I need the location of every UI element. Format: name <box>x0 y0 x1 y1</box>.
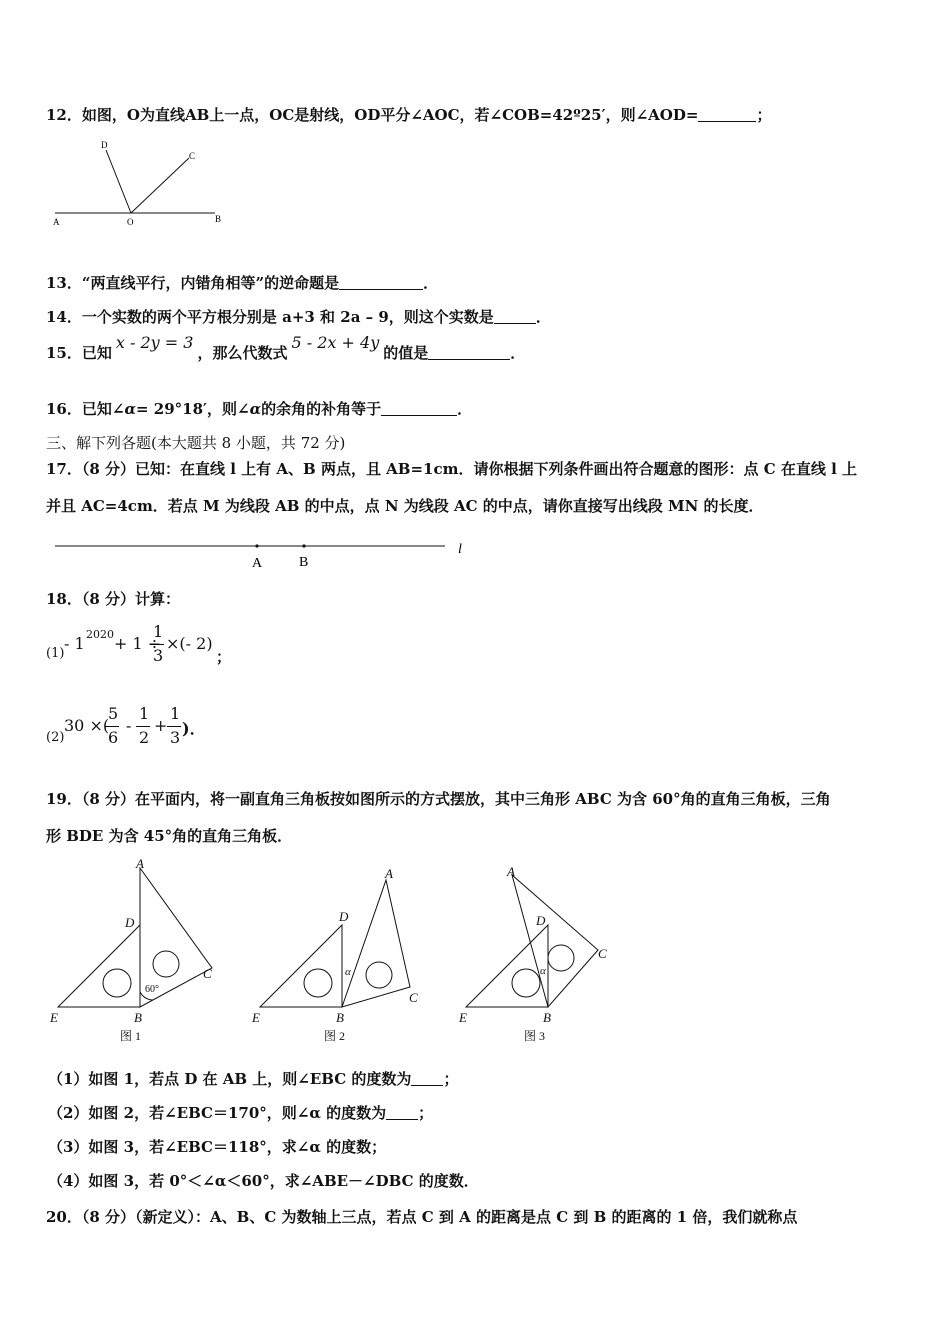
q18-p1-b: + 1 ÷ <box>114 634 162 653</box>
q15-prefix: 已知 <box>81 344 112 362</box>
q18-p2-f1-bar <box>105 726 119 727</box>
q19-fig3 <box>466 875 598 1007</box>
q18-p2-f3-bar <box>167 726 181 727</box>
q19-fig2 <box>260 880 410 1007</box>
q14-end: ． <box>535 308 551 326</box>
q12-label-b: B <box>215 214 222 224</box>
fig1-hole-2 <box>153 951 179 977</box>
question-13 <box>46 272 438 293</box>
q19-sub2-end: ； <box>418 1104 434 1122</box>
q18-p1-num: 1 <box>153 622 164 641</box>
q15-expression: 5 - 2x + 4y <box>291 333 380 352</box>
q18-p2-f1-den: 6 <box>108 728 119 747</box>
fig1-caption: 图 1 <box>120 1029 142 1043</box>
fig2-hole-1 <box>304 969 332 997</box>
fig2-caption: 图 2 <box>324 1029 346 1043</box>
q15-end: ． <box>510 344 526 362</box>
q15-middle: ，那么代数式 <box>197 344 288 362</box>
q12-label-c: C <box>189 151 196 161</box>
fig1-label-d: D <box>125 915 135 930</box>
q18-p1-exp: 2020 <box>86 628 114 641</box>
q16-text-b: = 29°18′，则∠ <box>136 400 250 418</box>
q12-label-a: A <box>53 217 60 227</box>
q12-answer-blank[interactable] <box>698 107 756 122</box>
q19-sub1-end: ； <box>443 1070 459 1088</box>
fig3-label-d: D <box>536 913 546 928</box>
q12-end: ； <box>756 106 772 124</box>
fig1-label-a: A <box>136 856 144 871</box>
q18-p2-f3-den: 3 <box>170 728 181 747</box>
q18-p2-a: 30 ×( <box>64 716 110 735</box>
fig1-label-b: B <box>134 1010 142 1025</box>
question-14 <box>46 306 551 327</box>
q18-p2-f2-den: 2 <box>139 728 150 747</box>
q17-label-b: B <box>299 555 309 570</box>
fig3-label-alpha: α <box>540 965 546 977</box>
fig3-label-a: A <box>507 864 515 879</box>
fig1-hole-1 <box>103 969 131 997</box>
q17-point-b <box>302 544 305 547</box>
q18-p1-a: - 1 <box>64 634 85 653</box>
fig3-label-e: E <box>459 1010 467 1025</box>
q18-title: 18．（8 分）计算： <box>46 590 181 608</box>
q12-label-d: D <box>101 140 108 150</box>
q12-body: 如图，O为直线AB上一点，OC是射线，OD平分∠AOC，若∠COB=42º25′，则∠AOD= <box>81 106 699 124</box>
q17-line-1: 17．（8 分）已知：在直线 l 上有 A、B 两点，且 AB=1cm．请你根据下列条件画出符合题意的图形：点 C 在直线 l 上 <box>46 460 858 478</box>
q16-alpha-1: α <box>124 400 136 418</box>
fig3-hole-2 <box>548 945 574 971</box>
q20-line-1: 20．（8 分）（新定义）：A、B、C 为数轴上三点，若点 C 到 A 的距离是点 C 到 B 的距离的 1 倍，我们就称点 <box>46 1208 798 1226</box>
q18-p2-f2-bar <box>136 726 150 727</box>
q18-p2-label: (2) <box>46 730 65 745</box>
q13-num: 13． <box>46 274 82 292</box>
question-12 <box>46 104 771 125</box>
q19-line-1: 19．（8 分）在平面内，将一副直角三角板按如图所示的方式摆放，其中三角形 ABC 为含 60°角的直角三角板，三角 <box>46 790 831 808</box>
fig3-label-b: B <box>543 1010 551 1025</box>
q19-sub-3: （3）如图 3，若∠EBC＝118°，求∠α 的度数； <box>48 1138 387 1156</box>
q16-text-a: 已知∠ <box>81 400 125 418</box>
q15-suffix: 的值是 <box>383 344 429 362</box>
q16-answer-blank[interactable] <box>381 401 457 416</box>
question-15 <box>46 333 526 363</box>
q18-p2-f1-num: 5 <box>108 704 119 723</box>
q17-point-a <box>255 544 258 547</box>
q18-p1-den: 3 <box>153 646 164 665</box>
q15-condition: x - 2y = 3 <box>115 333 194 352</box>
q14-body: 一个实数的两个平方根分别是 a+3 和 2a – 9，则这个实数是 <box>81 308 494 326</box>
fig2-label-d: D <box>339 909 349 924</box>
q15-answer-blank[interactable] <box>428 345 510 360</box>
fig2-label-a: A <box>385 866 393 881</box>
q19-sub2-text: （2）如图 2，若∠EBC＝170°，则∠α 的度数为 <box>48 1104 387 1122</box>
fig1-label-c: C <box>203 966 212 981</box>
fig2-label-e: E <box>252 1010 260 1025</box>
q12-label-o: O <box>127 217 134 227</box>
q18-p2-op1: - <box>126 716 132 735</box>
q17-label-a: A <box>252 556 263 571</box>
q16-end: ． <box>457 400 473 418</box>
question-16 <box>46 398 472 419</box>
q19-sub-4: （4）如图 3，若 0°＜∠α＜60°，求∠ABE－∠DBC 的度数． <box>48 1172 479 1190</box>
fig3-caption: 图 3 <box>524 1029 546 1043</box>
q16-alpha-2: α <box>249 400 262 418</box>
q19-fig1 <box>58 868 212 1007</box>
q18-p1-end: ； <box>216 648 232 666</box>
q19-sub-1 <box>48 1068 458 1089</box>
q18-p2-end: )． <box>182 719 206 738</box>
fig3-label-c: C <box>598 946 607 961</box>
q12-figure <box>40 138 240 230</box>
fig2-triangle-bde <box>260 925 342 1007</box>
q12-ray-od <box>106 150 131 213</box>
q13-answer-blank[interactable] <box>339 275 423 290</box>
fig3-triangle-abc <box>512 875 598 1007</box>
section-3-heading: 三、解下列各题(本大题共 8 小题，共 72 分) <box>46 434 346 452</box>
q18-p1-label: (1) <box>46 646 65 661</box>
fig2-label-b: B <box>336 1010 344 1025</box>
q12-ray-oc <box>131 158 189 213</box>
q18-p2-f3-num: 1 <box>170 704 181 723</box>
q17-line-2: 并且 AC=4cm．若点 M 为线段 AB 的中点，点 N 为线段 AC 的中点，请你直接写出线段 MN 的长度． <box>46 497 764 515</box>
fig1-angle-label: 60° <box>145 984 159 995</box>
fig3-hole-1 <box>512 969 540 997</box>
q16-num: 16． <box>46 400 82 418</box>
q19-sub2-answer-blank[interactable] <box>386 1105 418 1120</box>
q13-body: “两直线平行，内错角相等”的逆命题是 <box>81 274 340 292</box>
fig1-triangle-bde <box>58 925 140 1007</box>
q18-p1-c: ×(- 2) <box>166 634 213 653</box>
q19-line-2: 形 BDE 为含 45°角的直角三角板． <box>46 827 293 845</box>
q13-end: ． <box>423 274 439 292</box>
q14-num: 14． <box>46 308 82 326</box>
q18-p2-f2-num: 1 <box>139 704 150 723</box>
q15-num: 15． <box>46 344 82 362</box>
fig2-label-alpha: α <box>345 966 351 978</box>
q18-p2-op2: + <box>154 716 168 735</box>
q19-sub1-answer-blank[interactable] <box>411 1071 443 1086</box>
q19-sub-2 <box>48 1102 433 1123</box>
q17-label-l: l <box>458 542 462 557</box>
q17-figure <box>50 535 480 575</box>
q16-text-c: 的余角的补角等于 <box>261 400 382 418</box>
fig2-label-c: C <box>409 990 418 1005</box>
fig1-label-e: E <box>50 1010 58 1025</box>
fig2-hole-2 <box>366 962 392 988</box>
q14-answer-blank[interactable] <box>494 309 536 324</box>
q19-sub1-text: （1）如图 1，若点 D 在 AB 上，则∠EBC 的度数为 <box>48 1070 412 1088</box>
q18-p1-frac-bar <box>150 644 164 645</box>
q19-figures <box>0 850 950 1050</box>
fig3-triangle-bde <box>466 925 548 1007</box>
q12-text: 12． <box>46 106 82 124</box>
